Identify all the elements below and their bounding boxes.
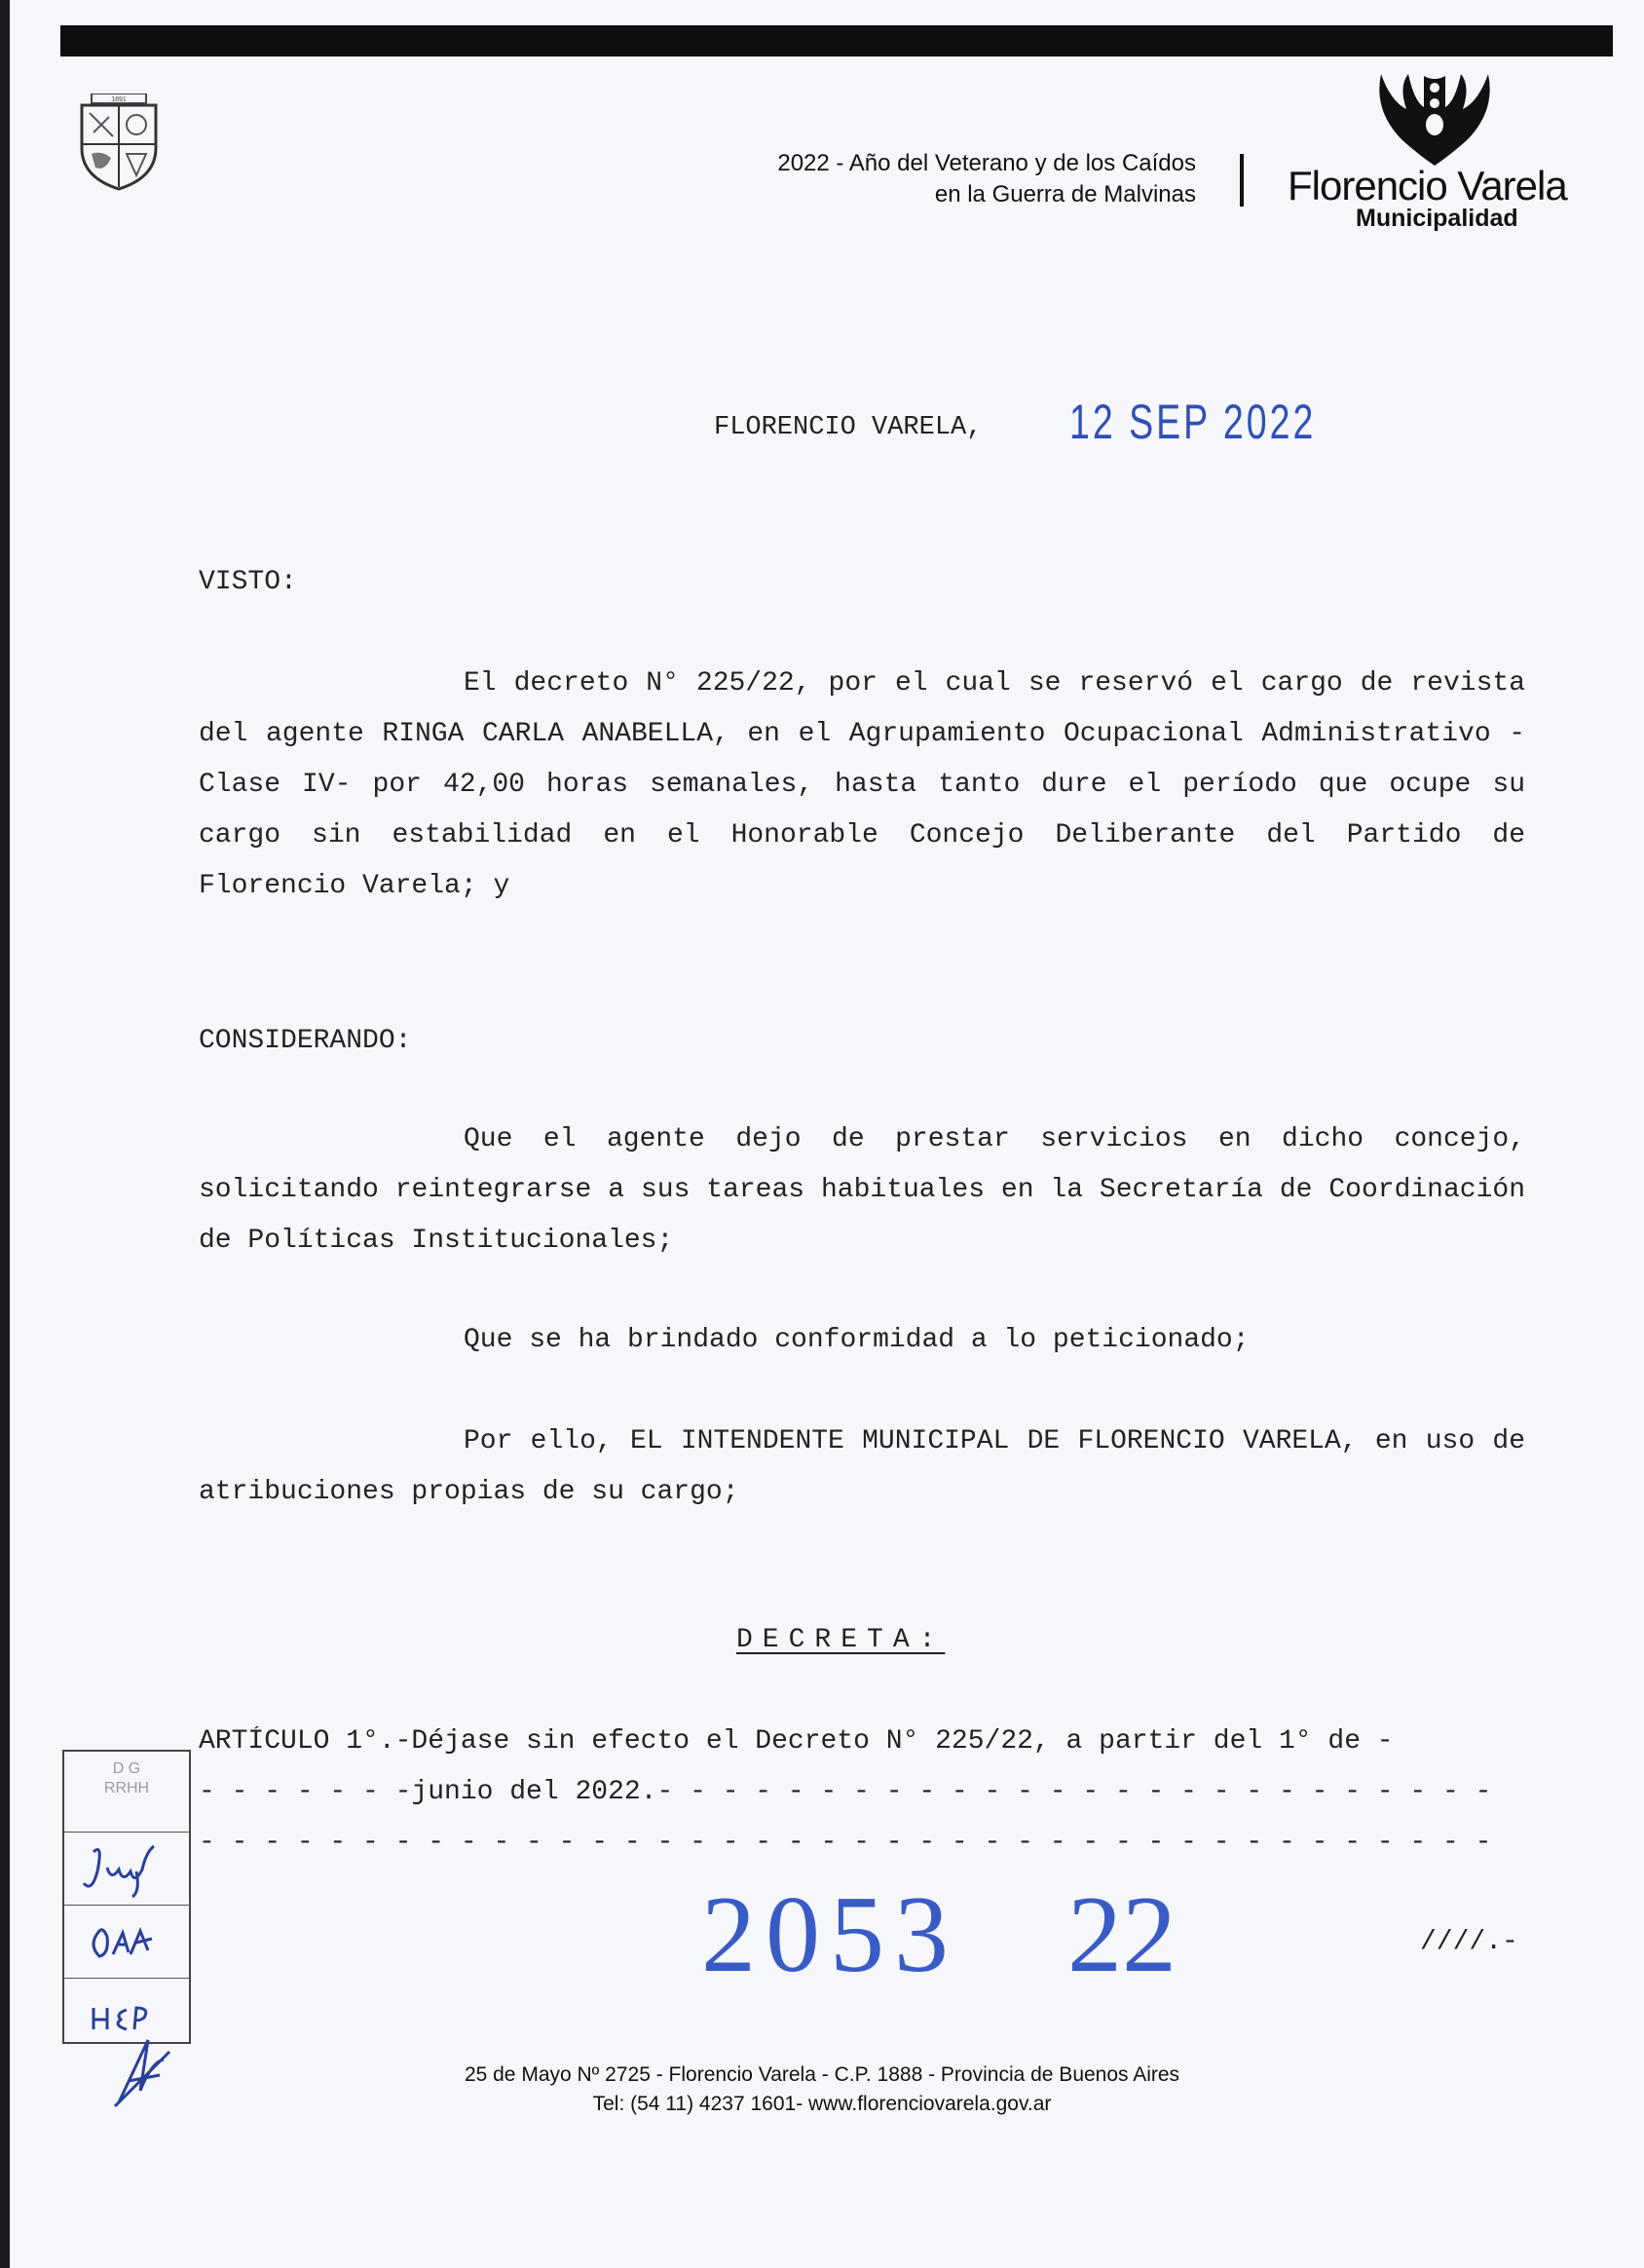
handwritten-initial-1-icon <box>64 1833 187 1905</box>
initials-box <box>62 1750 191 2044</box>
initials-dept-1: D G <box>112 1760 141 1777</box>
considerando-paragraph-2: Que se ha brindado conformidad a lo peticionado; <box>464 1325 1250 1355</box>
article-1-line-1: ARTÍCULO 1°.-Déjase sin efecto el Decreto N° 225/22, a partir del 1° de - <box>199 1726 1394 1757</box>
initials-cell-rrhh <box>64 1752 189 1833</box>
decreta-heading: DECRETA: <box>736 1625 946 1655</box>
initials-dept-2: RRHH <box>103 1780 150 1796</box>
continuation-mark: ////.- <box>1420 1927 1518 1957</box>
place-label: FLORENCIO VARELA, <box>714 413 983 442</box>
motto-line-1: 2022 - Año del Veterano y de los Caídos <box>777 150 1196 176</box>
article-1-line-2: - - - - - - -junio del 2022.- - - - - - - - - - - - - - - - - - - - - - - - - - <box>199 1777 1492 1807</box>
article-1-line-3: - - - - - - - - - - - - - - - - - - - - - - - - - - - - - - - - - - - - - - - - <box>199 1828 1492 1858</box>
header-bar <box>60 25 1613 57</box>
footer-address: 25 de Mayo Nº 2725 - Florencio Varela - C.P. 1888 - Provincia de Buenos Aires <box>464 2063 1180 2086</box>
footer-contact: Tel: (54 11) 4237 1601- www.florenciovarela.gov.ar <box>592 2093 1052 2115</box>
considerando-paragraph-1: Que el agente dejo de prestar servicios en dicho concejo, solicitando reintegrarse a sus tareas habituales en la Secretaría de Coordinación de Políticas Institucionales; <box>199 1124 1525 1256</box>
scan-edge <box>0 0 10 2268</box>
initials-cell-2 <box>64 1833 189 1906</box>
crest-year: 1891 <box>111 96 127 103</box>
decree-year-stamp: 22 <box>1067 1874 1177 1995</box>
initials-cell-3 <box>64 1906 189 1979</box>
florencio-varela-logo-icon <box>1364 72 1506 168</box>
decree-number-stamp: 2053 <box>701 1874 958 1995</box>
letterhead-motto <box>777 148 1196 210</box>
considerando-paragraph-3: Por ello, EL INTENDENTE MUNICIPAL DE FLORENCIO VARELA, en uso de atribuciones propias de su cargo; <box>199 1426 1525 1507</box>
handwritten-initial-2-icon <box>64 1906 187 1978</box>
logo-title: Florencio Varela <box>1288 163 1567 208</box>
logo-subtitle: Municipalidad <box>1356 205 1518 232</box>
visto-heading: VISTO: <box>199 567 297 597</box>
letterhead-divider <box>1240 154 1244 207</box>
visto-paragraph: El decreto N° 225/22, por el cual se reservó el cargo de revista del agente RINGA CARLA ANABELLA, en el Agrupamiento Ocupacional Administrativo -Clase IV- por 42,00 horas semanales, hasta tanto dure el período que ocupe su cargo sin estabilidad en el Honorable Concejo Deliberante del Partido de Florencio Varela; y <box>199 668 1525 901</box>
municipal-crest-icon <box>76 94 162 191</box>
motto-line-2: en la Guerra de Malvinas <box>934 181 1196 208</box>
date-stamp: 12 SEP 2022 <box>1069 395 1317 449</box>
considerando-heading: CONSIDERANDO: <box>199 1026 412 1056</box>
